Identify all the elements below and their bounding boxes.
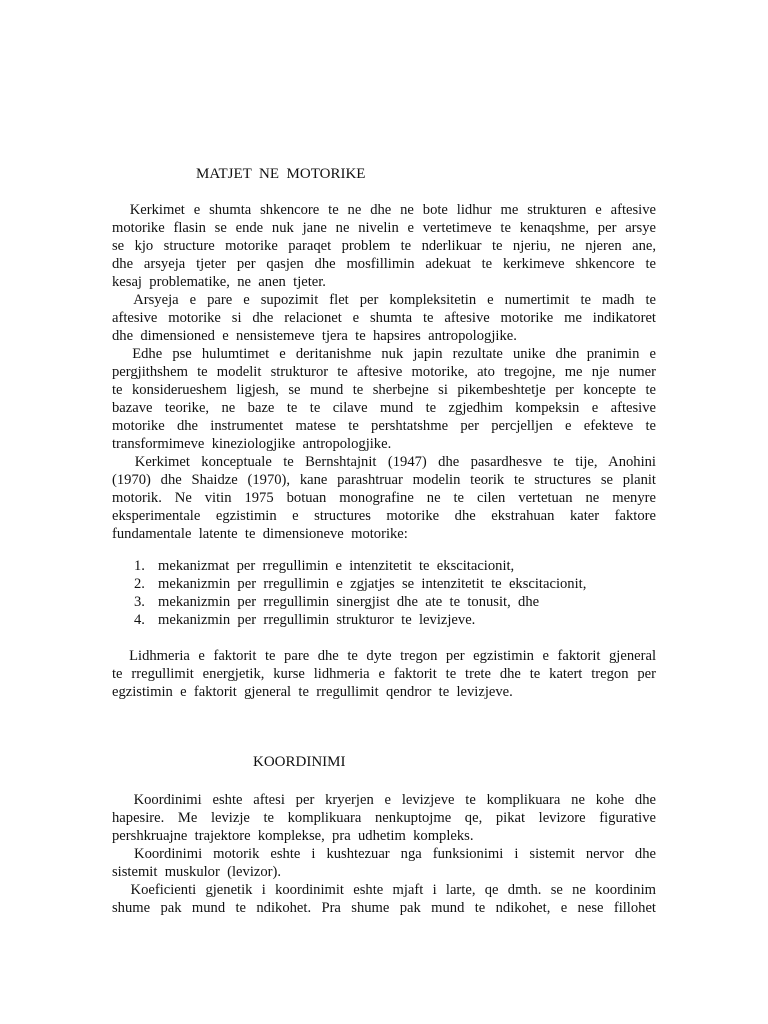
text-line: Kerkimet konceptuale te Bernshtajnit (1947) dhe pasardhesve te tije, Anohini [112,454,656,470]
text-line: fundamentale latente te dimensioneve motorike: [112,526,408,542]
text-line: Arsyeja e pare e supozimit flet per kompleksitetin e numertimit te madh te [112,292,656,308]
text-line: motorik. Ne vitin 1975 botuan monografine ne te cilen vertetuan ne menyre [112,490,656,506]
text-line: Edhe pse hulumtimet e deritanishme nuk japin rezultate unike dhe pranimin e [112,346,656,362]
text-line: motorike dhe instrumentet matese te pershtatshme per percjelljen e efekteve te [112,418,656,434]
paragraph-2 [112,291,656,345]
list-item [134,593,634,611]
paragraph-5 [112,647,656,701]
text-line: kesaj problematike, ne anen tjeter. [112,274,326,290]
paragraph-4 [112,453,656,543]
list-text: mekanizmin per rregullimin e zgjatjes se intenzitetit te ekscitacionit, [158,576,587,592]
list-text: mekanizmin per rregullimin strukturor te levizjeve. [158,612,476,628]
list-item [134,575,634,593]
list-number: 3. [134,594,145,610]
section-title-matjet: MATJET NE MOTORIKE [196,166,366,182]
text-line: Koordinimi motorik eshte i kushtezuar nga funksionimi i sistemit nervor dhe [112,846,656,862]
text-line: hapesire. Me levizje te komplikuara nenkuptojme qe, pikat levizore figurative [112,810,656,826]
text-line: pershkruajne trajektore komplekse, pra udhetim kompleks. [112,828,474,844]
text-line: dhe dimensioned e nensistemeve tjera te hapsires antropologjike. [112,328,517,344]
text-line: aftesive motorike si dhe relacionet e shumta te aftesive motorike me indikatoret [112,310,656,326]
text-line: bazave teorike, ne baze te te cilave mund te zgjedhim kompeksin e aftesive [112,400,656,416]
paragraph-8 [112,881,656,917]
text-line: eksperimentale egzistimin e structures motorike dhe ekstrahuan kater faktore [112,508,656,524]
text-line: pergjithshem te modelit strukturor te aftesive motorike, ato tregojne, me nje numer [112,364,656,380]
text-line: Koeficienti gjenetik i koordinimit eshte mjaft i larte, qe dmth. se ne koordinim [112,882,656,898]
list-text: mekanizmat per rregullimin e intenzitetit te ekscitacionit, [158,558,515,574]
text-line: Koordinimi eshte aftesi per kryerjen e levizjeve te komplikuara ne kohe dhe [112,792,656,808]
list-item [134,557,634,575]
text-line: transformimeve kineziologjike antropologjike. [112,436,392,452]
paragraph-3 [112,345,656,453]
text-line: egzistimin e faktorit gjeneral te rregullimit qendror te levizjeve. [112,684,513,700]
list-number: 2. [134,576,145,592]
paragraph-6 [112,791,656,845]
list-number: 4. [134,612,145,628]
text-line: se kjo structure motorike paraqet problem te nderlikuar te njeriu, ne njeren ane, [112,238,656,254]
text-line: sistemit muskulor (levizor). [112,864,282,880]
text-line: motorike flasin se ende nuk jane ne nivelin e vertetimeve te kenaqshme, per arsye [112,220,656,236]
list-item [134,611,634,629]
section-title-koordinimi: KOORDINIMI [253,754,346,770]
paragraph-1 [112,201,656,291]
text-line: dhe arsyeja tjeter per qasjen dhe mosfillimin adekuat te kerkimeve shkencore te [112,256,656,272]
text-line: te konsiderueshem ligjesh, se mund te sherbejne si pikembeshtetje per koncepte te [112,382,656,398]
text-line: Lidhmeria e faktorit te pare dhe te dyte tregon per egzistimin e faktorit gjeneral [112,648,656,664]
text-line: (1970) dhe Shaidze (1970), kane parashtruar modelin teorik te structures se planit [112,472,656,488]
list-number: 1. [134,558,145,574]
text-line: te rregullimit energjetik, kurse lidhmeria e faktorit te trete dhe te katert tregon per [112,666,656,682]
paragraph-7 [112,845,656,881]
factor-list [134,557,634,629]
list-text: mekanizmin per rregullimin sinergjist dhe ate te tonusit, dhe [158,594,540,610]
text-line: shume pak mund te ndikohet. Pra shume pak mund te ndikohet, e nese fillohet [112,900,656,916]
text-line: Kerkimet e shumta shkencore te ne dhe ne bote lidhur me strukturen e aftesive [112,202,656,218]
